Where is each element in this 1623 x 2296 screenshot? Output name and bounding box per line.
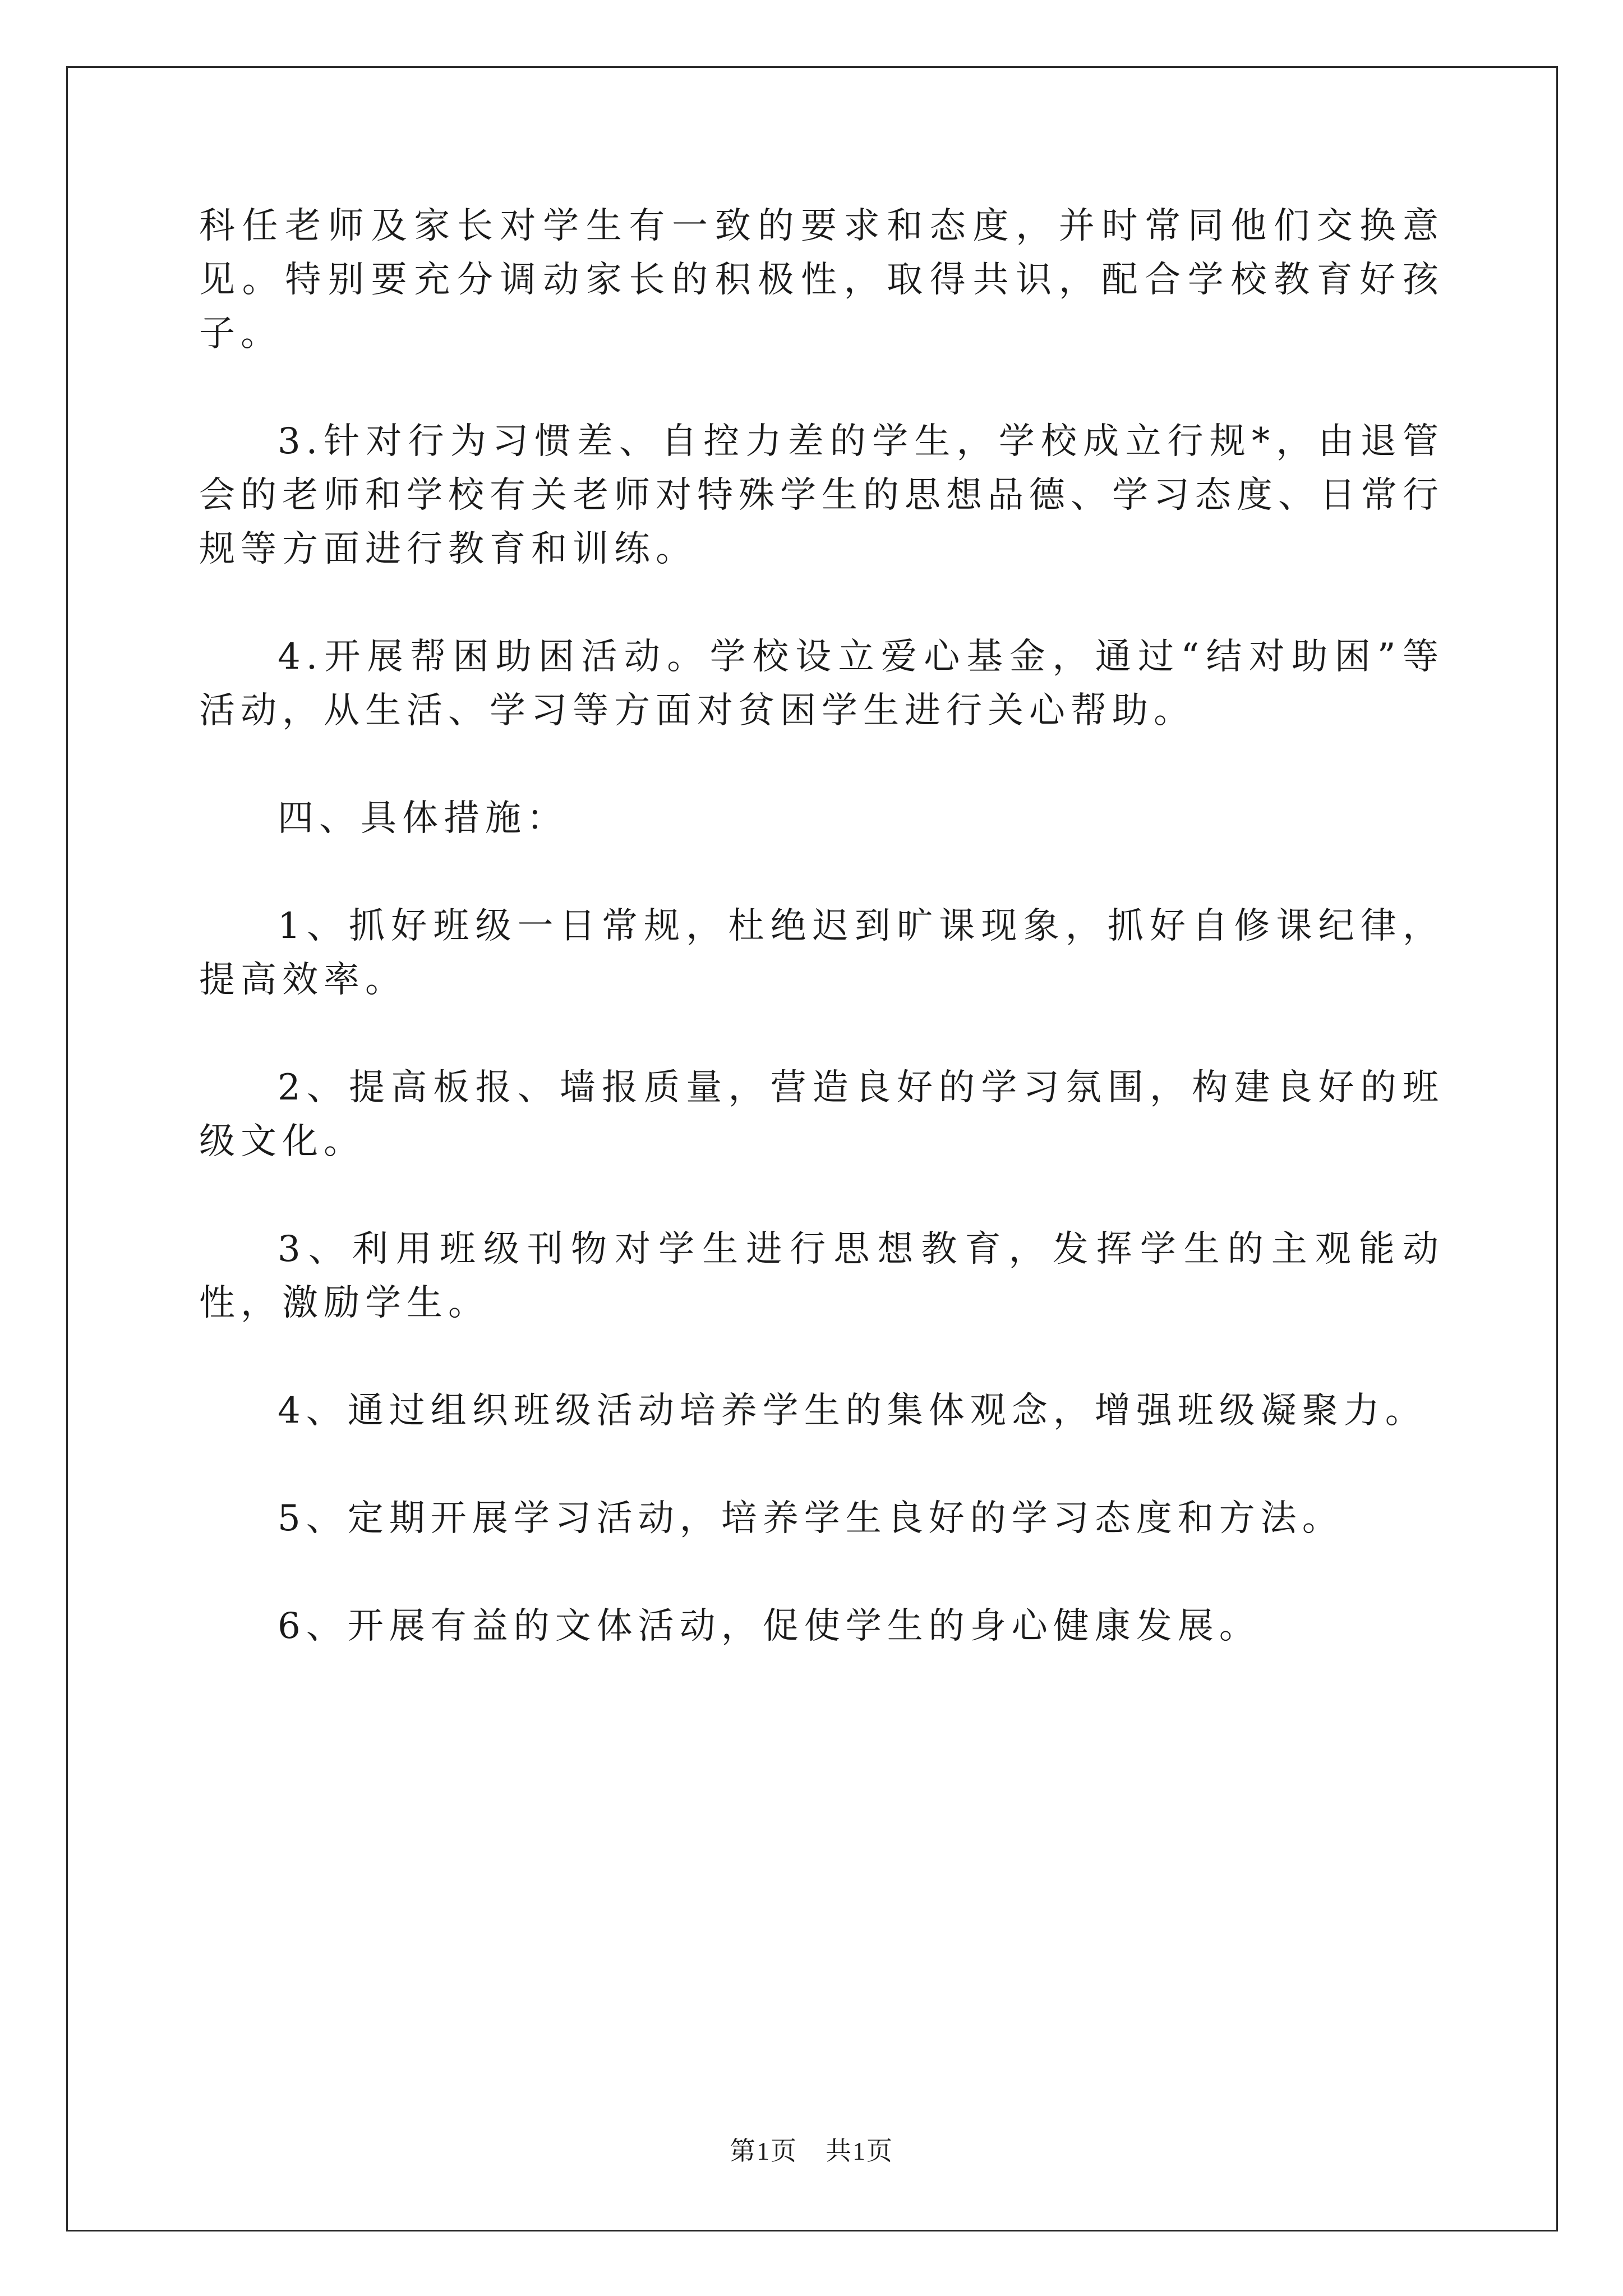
paragraph: 4、通过组织班级活动培养学生的集体观念，增强班级凝聚力。 — [278, 1390, 1427, 1432]
paragraph: 科任老师及家长对学生有一致的要求和态度，并时常同他们交换意见。特别要充分调动家长的积极性，取得共识，配合学校教育好孩子。 — [199, 205, 1444, 355]
paragraph: 4.开展帮困助困活动。学校设立爱心基金，通过“结对助困”等活动，从生活、学习等方面对贫困学生进行关心帮助。 — [199, 636, 1444, 731]
document-body — [199, 199, 1444, 1707]
paragraph: 3、利用班级刊物对学生进行思想教育，发挥学生的主观能动性，激励学生。 — [199, 1228, 1444, 1324]
page-footer — [0, 2131, 1623, 2168]
paragraph: 2、提高板报、墙报质量，营造良好的学习氛围，构建良好的班级文化。 — [199, 1067, 1444, 1162]
section-heading: 四、具体措施： — [278, 798, 568, 839]
paragraph: 3.针对行为习惯差、自控力差的学生，学校成立行规*，由退管会的老师和学校有关老师对特殊学生的思想品德、学习态度、日常行规等方面进行教育和训练。 — [199, 421, 1444, 570]
paragraph: 6、开展有益的文体活动，促使学生的身心健康发展。 — [278, 1605, 1261, 1647]
page-total: 共1页 — [826, 2137, 893, 2165]
page-number: 第1页 — [730, 2137, 797, 2165]
paragraph: 5、定期开展学习活动，培养学生良好的学习态度和方法。 — [278, 1498, 1344, 1539]
paragraph: 1、抓好班级一日常规，杜绝迟到旷课现象，抓好自修课纪律，提高效率。 — [199, 905, 1444, 1001]
